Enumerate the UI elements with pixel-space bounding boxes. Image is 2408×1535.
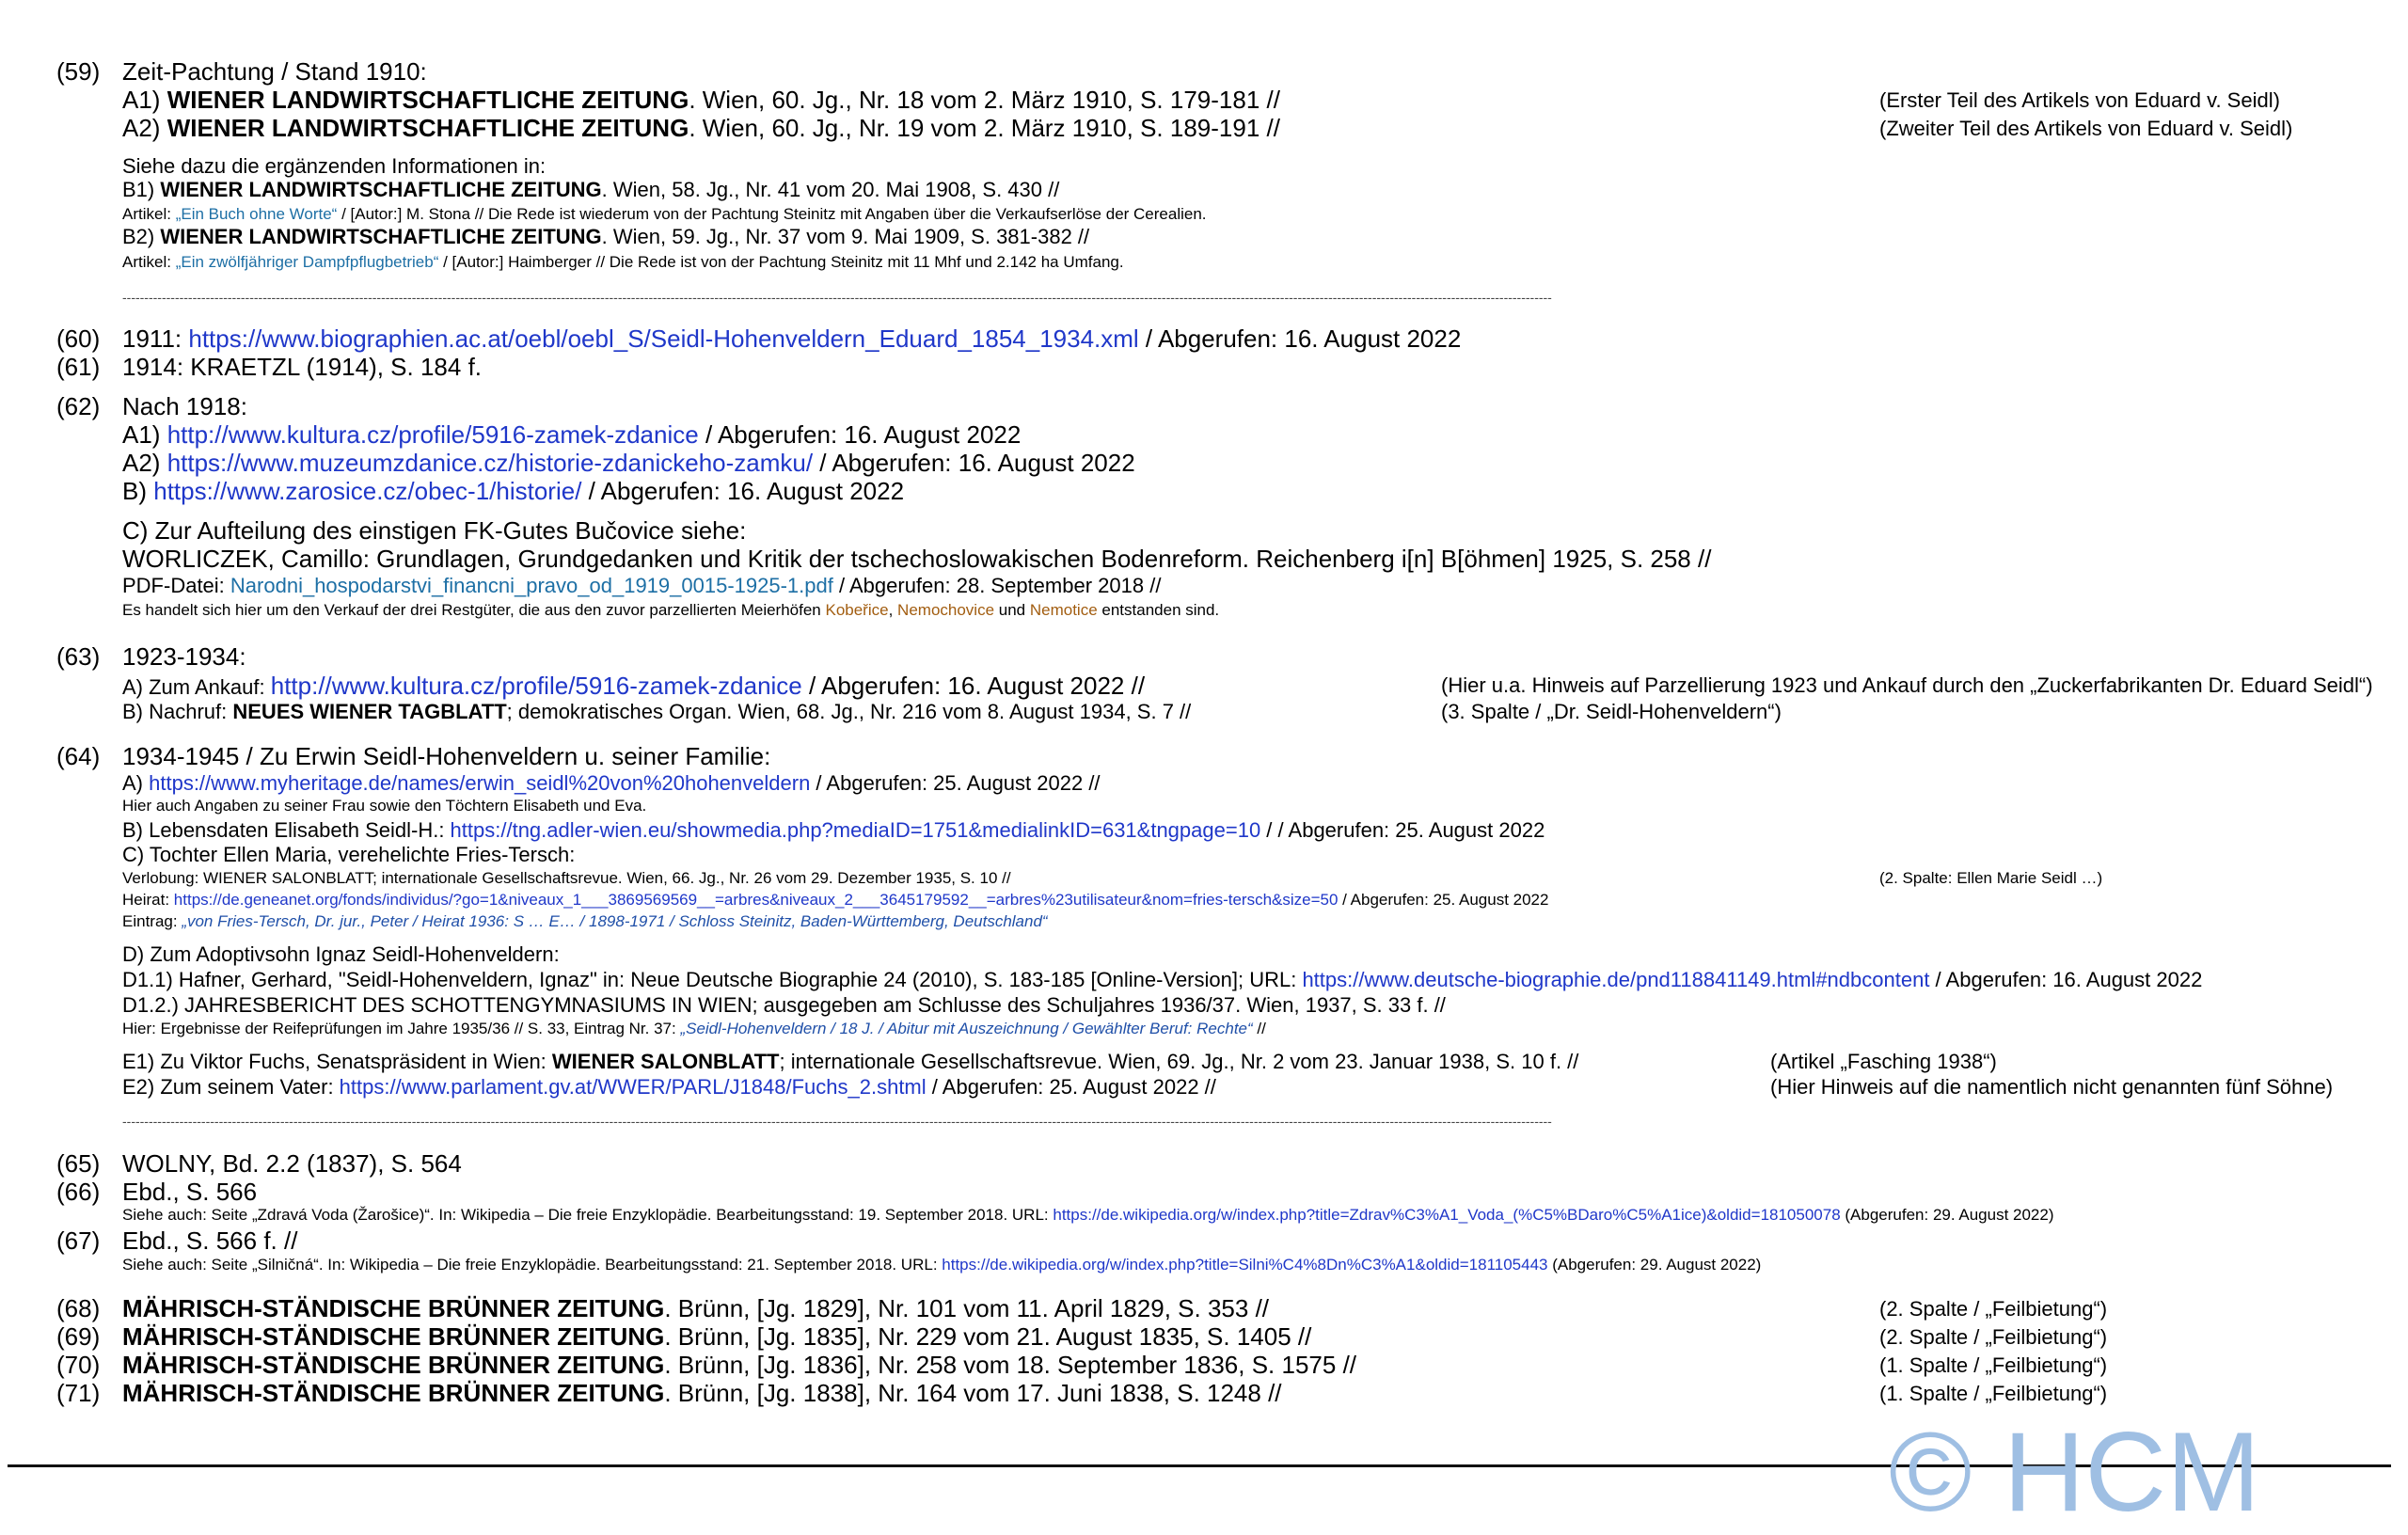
separator-dashes: -------------------------------------------------------------------------------------------------------------------------------------------------------------------------------------------------------------------------------------------------------------------------------------------------------------------------------------- xyxy=(122,290,1552,305)
url-link[interactable]: https://www.muzeumzdanice.cz/historie-zdanickeho-zamku/ xyxy=(166,449,814,477)
reference-line: 1914: KRAETZL (1914), S. 184 f. xyxy=(122,353,483,381)
url-link[interactable]: https://www.myheritage.de/names/erwin_seidl%20von%20hohenveldern xyxy=(149,771,811,795)
article-note: Hier auch Angaben zu seiner Frau sowie den Töchtern Elisabeth und Eva. xyxy=(122,797,647,815)
reference-line: A2) https://www.muzeumzdanice.cz/historie-zdanickeho-zamku/ / Abgerufen: 16. August 2022 xyxy=(122,449,1135,477)
article-note: Es handelt sich hier um den Verkauf der drei Restgüter, die aus den zuvor parzellierten Meierhöfen Kobeřice, Nemochovice und Nemotice entstanden sind. xyxy=(122,601,1220,619)
reference-line: Ebd., S. 566 xyxy=(122,1178,258,1206)
reference-note: (Hier Hinweis auf die namentlich nicht genannten fünf Söhne) xyxy=(1770,1075,2334,1099)
article-note: Artikel: „Ein zwölfjähriger Dampfpflugbetrieb“ / [Autor:] Haimberger // Die Rede ist von der Pachtung Steinitz mit 11 Mhf und 2.142 ha Umfang. xyxy=(122,253,1124,271)
reference-line: D1.1) Hafner, Gerhard, "Seidl-Hohenveldern, Ignaz" in: Neue Deutsche Biographie 24 (2010), S. 183-185 [Online-Version]; URL: https://www.deutsche-biographie.de/pnd118841149.html#ndbcontent / Abgerufen: 16. August 2022 xyxy=(122,968,2203,991)
article-note: Heirat: https://de.geneanet.org/fonds/individus/?go=1&niveaux_1___3869569569__=arbres&niveaux_2___3645179592__=arbres%23utilisateur&nom=fries-tersch&size=50 / Abgerufen: 25. August 2022 xyxy=(122,891,1549,909)
reference-line: MÄHRISCH-STÄNDISCHE BRÜNNER ZEITUNG. Brünn, [Jg. 1836], Nr. 258 vom 18. September 1836, S. 1575 // xyxy=(122,1351,1357,1379)
footnote-number: (65) xyxy=(56,1149,101,1178)
footnote-number: (60) xyxy=(56,324,101,353)
url-link[interactable]: https://www.deutsche-biographie.de/pnd118841149.html#ndbcontent xyxy=(1302,968,1930,991)
footnote-number: (61) xyxy=(56,353,101,381)
article-note: Artikel: „Ein Buch ohne Worte“ / [Autor:] M. Stona // Die Rede ist wiederum von der Pachtung Steinitz mit Angaben über die Verkaufserlöse der Cerealien. xyxy=(122,205,1207,223)
url-link[interactable]: https://www.biographien.ac.at/oebl/oebl_S/Seidl-Hohenveldern_Eduard_1854_1934.xml xyxy=(188,324,1139,353)
footnote-number: (64) xyxy=(56,742,101,770)
reference-line: MÄHRISCH-STÄNDISCHE BRÜNNER ZEITUNG. Brünn, [Jg. 1838], Nr. 164 vom 17. Juni 1838, S. 1248 // xyxy=(122,1379,1282,1407)
separator-dashes: -------------------------------------------------------------------------------------------------------------------------------------------------------------------------------------------------------------------------------------------------------------------------------------------------------------------------------------- xyxy=(122,1114,1552,1129)
footnote-number: (68) xyxy=(56,1294,101,1322)
reference-line: 1911: https://www.biographien.ac.at/oebl/oebl_S/Seidl-Hohenveldern_Eduard_1854_1934.xml / Abgerufen: 16. August 2022 xyxy=(122,324,1462,353)
pdf-link[interactable]: Narodni_hospodarstvi_financni_pravo_od_1919_0015-1925-1.pdf xyxy=(230,574,833,597)
footnote-number: (67) xyxy=(56,1226,101,1255)
reference-line: D1.2.) JAHRESBERICHT DES SCHOTTENGYMNASIUMS IN WIEN; ausgegeben am Schlusse des Schuljahres 1936/37. Wien, 1937, S. 33 f. // xyxy=(122,993,1446,1017)
reference-note: (Hier u.a. Hinweis auf Parzellierung 1923 und Ankauf durch den „Zuckerfabrikanten Dr. Eduard Seidl“) xyxy=(1441,673,2373,697)
footnote-title: 1923-1934: xyxy=(122,642,246,671)
reference-line: A1) http://www.kultura.cz/profile/5916-zamek-zdanice / Abgerufen: 16. August 2022 xyxy=(122,420,1022,449)
footnote-number: (63) xyxy=(56,642,101,671)
article-note: Siehe auch: Seite „Zdravá Voda (Žarošice)“. In: Wikipedia – Die freie Enzyklopädie. Bearbeitungsstand: 19. September 2018. URL: https://de.wikipedia.org/w/index.php?title=Zdrav%C3%A1_Voda_(%C5%BDaro%C5%A1ice)&oldid=181050078 (Abgerufen: 29. August 2022) xyxy=(122,1206,2054,1224)
reference-line: PDF-Datei: Narodni_hospodarstvi_financni_pravo_od_1919_0015-1925-1.pdf / Abgerufen: 28. September 2018 // xyxy=(122,574,1162,597)
url-link[interactable]: https://de.wikipedia.org/w/index.php?title=Silni%C4%8Dn%C3%A1&oldid=181105443 xyxy=(942,1256,1548,1274)
reference-note: (Artikel „Fasching 1938“) xyxy=(1770,1050,1997,1073)
reference-line: A) Zum Ankauf: http://www.kultura.cz/profile/5916-zamek-zdanice / Abgerufen: 16. August 2022 // xyxy=(122,672,1146,700)
reference-line: A) https://www.myheritage.de/names/erwin_seidl%20von%20hohenveldern / Abgerufen: 25. August 2022 // xyxy=(122,771,1101,795)
url-link[interactable]: http://www.kultura.cz/profile/5916-zamek-zdanice xyxy=(166,420,699,449)
reference-line: B) Nachruf: NEUES WIENER TAGBLATT; demokratisches Organ. Wien, 68. Jg., Nr. 216 vom 8. August 1934, S. 7 // xyxy=(122,700,1192,723)
url-link[interactable]: http://www.kultura.cz/profile/5916-zamek-zdanice xyxy=(270,672,802,700)
footnote-number: (70) xyxy=(56,1351,101,1379)
reference-line: B) Lebensdaten Elisabeth Seidl-H.: https://tng.adler-wien.eu/showmedia.php?mediaID=1751&medialinkID=631&tngpage=10 / / Abgerufen: 25. August 2022 xyxy=(122,818,1545,842)
reference-note: (1. Spalte / „Feilbietung“) xyxy=(1879,1353,2108,1377)
url-link[interactable]: https://tng.adler-wien.eu/showmedia.php?mediaID=1751&medialinkID=631&tngpage=10 xyxy=(450,818,1261,842)
reference-line: MÄHRISCH-STÄNDISCHE BRÜNNER ZEITUNG. Brünn, [Jg. 1829], Nr. 101 vom 11. April 1829, S. 353 // xyxy=(122,1294,1270,1322)
reference-note: (3. Spalte / „Dr. Seidl-Hohenveldern“) xyxy=(1441,700,1782,723)
reference-line: B1) WIENER LANDWIRTSCHAFTLICHE ZEITUNG. Wien, 58. Jg., Nr. 41 vom 20. Mai 1908, S. 430 // xyxy=(122,178,1060,201)
url-link[interactable]: https://de.geneanet.org/fonds/individus/?go=1&niveaux_1___3869569569__=arbres&niveaux_2___3645179592__=arbres%23utilisateur&nom=fries-tersch&size=50 xyxy=(173,891,1339,909)
footnote-title: Zeit-Pachtung / Stand 1910: xyxy=(122,57,427,86)
url-link[interactable]: https://www.zarosice.cz/obec-1/historie/ xyxy=(153,477,582,505)
article-note: Hier: Ergebnisse der Reifeprüfungen im Jahre 1935/36 // S. 33, Eintrag Nr. 37: „Seidl-Hohenveldern / 18 J. / Abitur mit Auszeichnung / Gewählter Beruf: Rechte“ // xyxy=(122,1020,1266,1037)
reference-note: (2. Spalte / „Feilbietung“) xyxy=(1879,1297,2108,1321)
reference-intro: C) Tochter Ellen Maria, verehelichte Fries-Tersch: xyxy=(122,843,576,866)
watermark: © HCM xyxy=(1889,1409,2261,1535)
reference-note: (2. Spalte / „Feilbietung“) xyxy=(1879,1325,2108,1349)
article-note: Verlobung: WIENER SALONBLATT; internationale Gesellschaftsrevue. Wien, 66. Jg., Nr. 26 vom 29. Dezember 1935, S. 10 // xyxy=(122,869,1011,887)
reference-line: E1) Zu Viktor Fuchs, Senatspräsident in Wien: WIENER SALONBLATT; internationale Gesellschaftsrevue. Wien, 69. Jg., Nr. 2 vom 23. Januar 1938, S. 10 f. // xyxy=(122,1050,1579,1073)
footnote-number: (59) xyxy=(56,57,101,86)
reference-intro: Siehe dazu die ergänzenden Informationen in: xyxy=(122,154,547,178)
footnote-number: (69) xyxy=(56,1322,101,1351)
reference-line: Ebd., S. 566 f. // xyxy=(122,1226,298,1255)
footnote-title: 1934-1945 / Zu Erwin Seidl-Hohenveldern u. seiner Familie: xyxy=(122,742,771,770)
reference-line: WORLICZEK, Camillo: Grundlagen, Grundgedanken und Kritik der tschechoslowakischen Bodenreform. Reichenberg i[n] B[öhmen] 1925, S. 258 // xyxy=(122,545,1712,573)
reference-line: B2) WIENER LANDWIRTSCHAFTLICHE ZEITUNG. Wien, 59. Jg., Nr. 37 vom 9. Mai 1909, S. 381-382 // xyxy=(122,225,1090,248)
footnote-number: (66) xyxy=(56,1178,101,1206)
reference-intro: C) Zur Aufteilung des einstigen FK-Gutes Bučovice siehe: xyxy=(122,516,747,545)
reference-line: E2) Zum seinem Vater: https://www.parlament.gv.at/WWER/PARL/J1848/Fuchs_2.shtml / Abgerufen: 25. August 2022 // xyxy=(122,1075,1216,1099)
reference-note: (Erster Teil des Artikels von Eduard v. Seidl) xyxy=(1879,88,2280,112)
footnote-number: (71) xyxy=(56,1379,101,1407)
reference-line: MÄHRISCH-STÄNDISCHE BRÜNNER ZEITUNG. Brünn, [Jg. 1835], Nr. 229 vom 21. August 1835, S. 1405 // xyxy=(122,1322,1312,1351)
footnote-number: (62) xyxy=(56,392,101,420)
reference-note: (1. Spalte / „Feilbietung“) xyxy=(1879,1382,2108,1405)
reference-note: (2. Spalte: Ellen Marie Seidl …) xyxy=(1879,869,2103,887)
reference-line: B) https://www.zarosice.cz/obec-1/historie/ / Abgerufen: 16. August 2022 xyxy=(122,477,905,505)
reference-intro: D) Zum Adoptivsohn Ignaz Seidl-Hohenveldern: xyxy=(122,942,560,966)
url-link[interactable]: https://www.parlament.gv.at/WWER/PARL/J1848/Fuchs_2.shtml xyxy=(339,1075,927,1099)
article-link[interactable]: „Ein Buch ohne Worte“ xyxy=(175,205,338,223)
footnote-title: Nach 1918: xyxy=(122,392,247,420)
url-link[interactable]: https://de.wikipedia.org/w/index.php?title=Zdrav%C3%A1_Voda_(%C5%BDaro%C5%A1ice)&oldid=181050078 xyxy=(1053,1206,1841,1224)
reference-line: A2) WIENER LANDWIRTSCHAFTLICHE ZEITUNG. Wien, 60. Jg., Nr. 19 vom 2. März 1910, S. 189-191 // xyxy=(122,114,1280,142)
reference-line: A1) WIENER LANDWIRTSCHAFTLICHE ZEITUNG. Wien, 60. Jg., Nr. 18 vom 2. März 1910, S. 179-181 // xyxy=(122,86,1280,114)
article-link[interactable]: „Ein zwölfjähriger Dampfpflugbetrieb“ xyxy=(175,253,439,271)
reference-note: (Zweiter Teil des Artikels von Eduard v. Seidl) xyxy=(1879,117,2293,140)
article-note: Eintrag: „von Fries-Tersch, Dr. jur., Peter / Heirat 1936: S … E… / 1898-1971 / Schloss Steinitz, Baden-Württemberg, Deutschland“ xyxy=(122,912,1048,930)
article-note: Siehe auch: Seite „Silničná“. In: Wikipedia – Die freie Enzyklopädie. Bearbeitungsstand: 21. September 2018. URL: https://de.wikipedia.org/w/index.php?title=Silni%C4%8Dn%C3%A1&oldid=181105443 (Abgerufen: 29. August 2022) xyxy=(122,1256,1762,1274)
reference-line: WOLNY, Bd. 2.2 (1837), S. 564 xyxy=(122,1149,462,1178)
